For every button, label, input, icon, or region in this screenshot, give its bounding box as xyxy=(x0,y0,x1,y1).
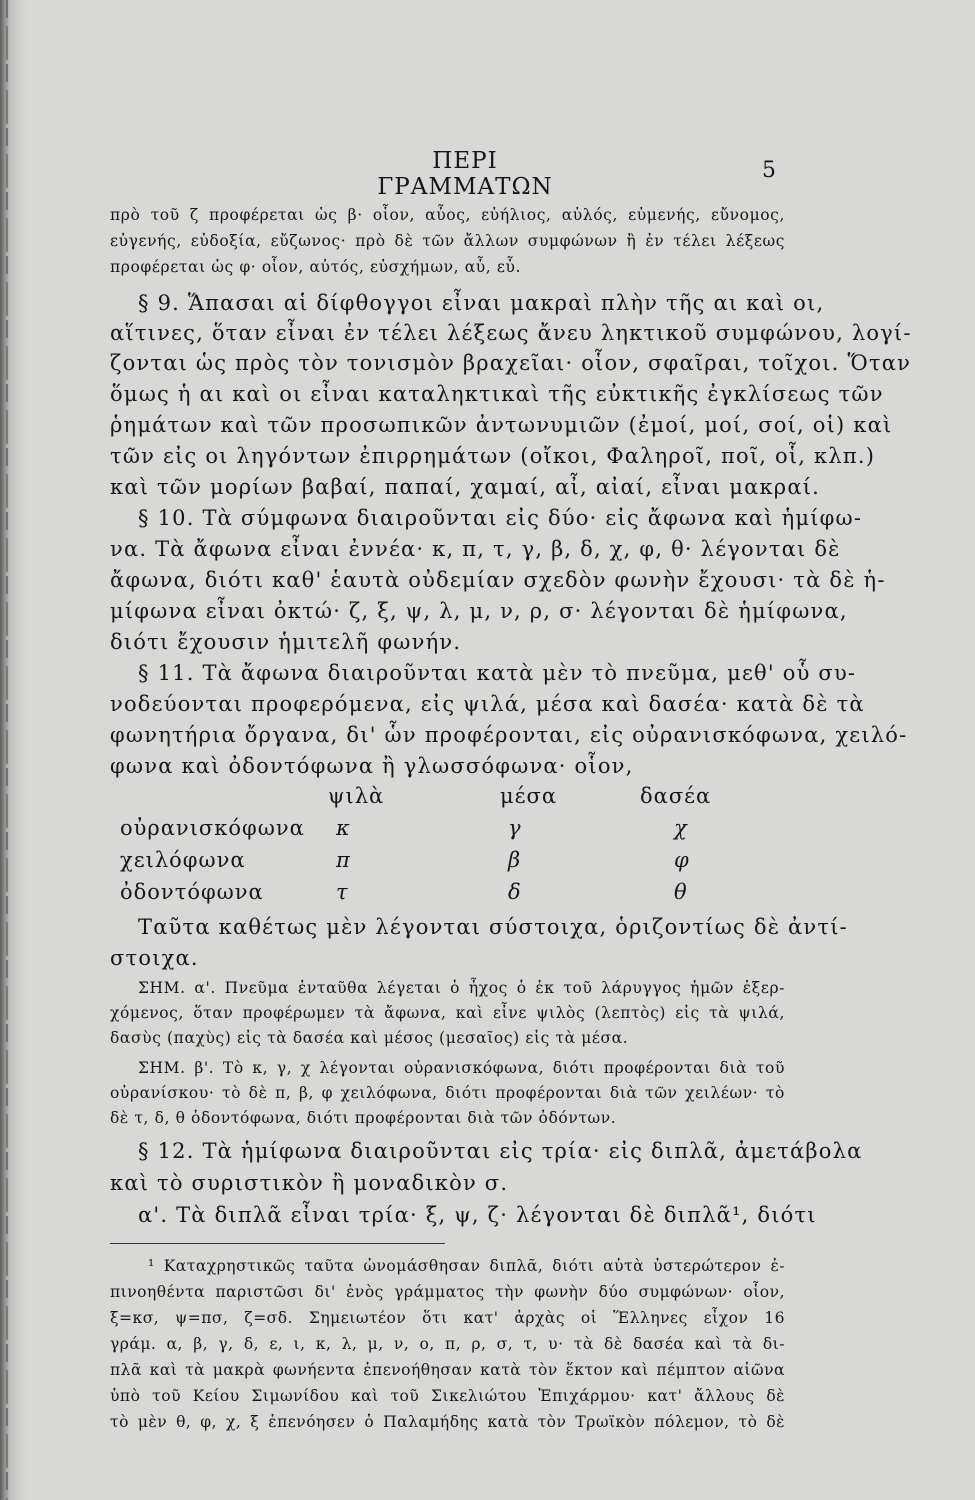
section-11-line: φωνα καὶ ὀδοντόφωνα ἢ γλωσσόφωνα· οἷον, xyxy=(110,754,634,778)
table-cell: γ xyxy=(508,816,522,840)
section-10-line: μίφωνα εἶναι ὀκτώ· ζ, ξ, ψ, λ, μ, ν, ρ, σ· λέγονται δὲ ἡμίφωνα, xyxy=(110,599,848,623)
footnote-line: πλᾶ καὶ τὰ μακρὰ φωνήεντα ἐπενοήθησαν κατὰ τὸν ἕκτον καὶ πέμπτον αἰῶνα xyxy=(110,1361,785,1379)
table-row xyxy=(110,848,785,876)
section-10-line: διότι ἔχουσιν ἡμιτελῆ φωνήν. xyxy=(110,630,462,654)
section-10-line: ἄφωνα, διότι καθ' ἑαυτὰ οὐδεμίαν σχεδὸν φωνὴν ἔχουσι· τὰ δὲ ἡ- xyxy=(110,568,886,592)
footnote-rule xyxy=(110,1243,445,1244)
note-line: οὐρανίσκου· τὸ δὲ π, β, φ χειλόφωνα, διότι προφέρονται διὰ τῶν χειλέων· τὸ xyxy=(110,1084,785,1102)
table-cell: κ xyxy=(336,816,351,840)
note-line: χόμενος, ὅταν προφέρωμεν τὰ ἄφωνα, καὶ εἶνε ψιλὸς (λεπτὸς) εἰς τὰ ψιλά, xyxy=(110,1004,785,1022)
section-9-line: ῥημάτων καὶ τῶν προσωπικῶν ἀντωνυμιῶν (ἐμοί, μοί, σοί, οἱ) καὶ xyxy=(110,413,893,437)
footnote-line: γράμ. α, β, γ, δ, ε, ι, κ, λ, μ, ν, ο, π, ρ, σ, τ, υ· τὰ δὲ δασέα καὶ τὰ δι- xyxy=(110,1335,785,1353)
section-9-line: § 9. Ἅπασαι αἱ δίφθογγοι εἶναι μακραὶ πλὴν τῆς αι καὶ οι, xyxy=(138,291,825,315)
table-cell: β xyxy=(508,848,522,872)
section-11-line: § 11. Τὰ ἄφωνα διαιροῦνται κατὰ μὲν τὸ πνεῦμα, μεθ' οὗ συ- xyxy=(138,661,857,685)
section-10-line: να. Τὰ ἄφωνα εἶναι ἐννέα· κ, π, τ, γ, β, δ, χ, φ, θ· λέγονται δὲ xyxy=(110,537,841,561)
running-title: ΠΕΡΙ ΓΡΑΜΜΑΤΩΝ xyxy=(377,148,553,200)
table-header-cell: μέσα xyxy=(500,784,558,808)
section-9-line: ὅμως ἡ αι καὶ οι εἶναι καταληκτικαὶ τῆς εὐκτικῆς ἐγκλίσεως τῶν xyxy=(110,382,884,406)
section-10-line: § 10. Τὰ σύμφωνα διαιροῦνται εἰς δύο· εἰς ἄφωνα καὶ ἡμίφω- xyxy=(138,506,863,530)
page-number: 5 xyxy=(762,158,776,183)
note-line: δασὺς (παχὺς) εἰς τὰ δασέα καὶ μέσος (μεσαῖος) εἰς τὰ μέσα. xyxy=(110,1029,629,1047)
section-12-line: καὶ τὸ συριστικὸν ἢ μοναδικὸν σ. xyxy=(110,1171,509,1195)
table-cell: ὀδοντόφωνα xyxy=(120,880,264,904)
page-header xyxy=(0,148,975,200)
table-cell: τ xyxy=(336,880,349,904)
body-line: Ταῦτα καθέτως μὲν λέγονται σύστοιχα, ὁριζοντίως δὲ ἀντί- xyxy=(138,915,848,939)
table-row xyxy=(110,816,785,844)
section-11-line: νοδεύονται προφερόμενα, εἰς ψιλά, μέσα καὶ δασέα· κατὰ δὲ τὰ xyxy=(110,692,865,716)
body-line: προφέρεται ὡς φ· οἷον, αὐτός, εὐσχήμων, αὖ, εὖ. xyxy=(110,258,522,276)
table-cell: θ xyxy=(674,880,688,904)
table-row xyxy=(110,880,785,908)
footnote-line: ὑπὸ τοῦ Κείου Σιμωνίδου καὶ τοῦ Σικελιώτου Ἐπιχάρμου· κατ' ἄλλους δὲ xyxy=(110,1387,785,1405)
footnote-line: τὸ μὲν θ, φ, χ, ξ ἐπενόησεν ὁ Παλαμήδης κατὰ τὸν Τρωϊκὸν πόλεμον, τὸ δὲ xyxy=(110,1413,785,1431)
book-spine-edge xyxy=(0,0,28,1500)
section-9-line: τῶν εἰς οι ληγόντων ἐπιρρημάτων (οἴκοι, Φαληροῖ, ποῖ, οἷ, κλπ.) xyxy=(110,444,876,468)
footnote-line: ¹ Καταχρηστικῶς ταῦτα ὠνομάσθησαν διπλᾶ, διότι αὐτὰ ὑστερώτερον ἐ- xyxy=(148,1257,785,1275)
section-11-line: φωνητήρια ὄργανα, δι' ὧν προφέρονται, εἰς οὐρανισκόφωνα, χειλό- xyxy=(110,723,908,747)
footnote-line: πινοηθέντα παριστῶσι δι' ἑνὸς γράμματος τὴν φωνὴν δύο συμφώνων· οἷον, xyxy=(110,1283,785,1301)
body-line: στοιχα. xyxy=(110,946,199,970)
table-cell: χ xyxy=(674,816,688,840)
table-cell: φ xyxy=(674,848,690,872)
table-cell: δ xyxy=(508,880,522,904)
section-9-line: ζονται ὡς πρὸς τὸν τονισμὸν βραχεῖαι· οἷον, σφαῖραι, τοῖχοι. Ὅταν xyxy=(110,351,912,375)
table-header-cell: ψιλὰ xyxy=(328,784,385,808)
section-9-line: καὶ τῶν μορίων βαβαί, παπαί, χαμαί, αἶ, αἰαί, εἶναι μακραί. xyxy=(110,475,821,499)
note-line: ΣΗΜ. α'. Πνεῦμα ἐνταῦθα λέγεται ὁ ἦχος ὁ ἐκ τοῦ λάρυγγος ἡμῶν ἐξερ- xyxy=(138,979,785,997)
table-cell: οὐρανισκόφωνα xyxy=(120,816,305,840)
note-line: δὲ τ, δ, θ ὀδοντόφωνα, διότι προφέρονται διὰ τῶν ὀδόντων. xyxy=(110,1109,617,1127)
body-line: πρὸ τοῦ ζ προφέρεται ὡς β· οἷον, αὖος, εὐήλιος, αὐλός, εὐμενής, εὔνομος, xyxy=(110,206,785,224)
section-12-line: § 12. Τὰ ἡμίφωνα διαιροῦνται εἰς τρία· εἰς διπλᾶ, ἀμετάβολα xyxy=(138,1139,863,1163)
table-header-row xyxy=(110,784,785,812)
section-9-line: αἵτινες, ὅταν εἶναι ἐν τέλει λέξεως ἄνευ ληκτικοῦ συμφώνου, λογί- xyxy=(110,321,912,345)
table-cell: π xyxy=(336,848,351,872)
note-line: ΣΗΜ. β'. Τὸ κ, γ, χ λέγονται οὐρανισκόφωνα, διότι προφέρονται διὰ τοῦ xyxy=(138,1059,785,1077)
footnote-line: ξ=κσ, ψ=πσ, ζ=σδ. Σημειωτέον ὅτι κατ' ἀρχὰς οἱ Ἕλληνες εἶχον 16 xyxy=(110,1309,785,1327)
table-header-cell: δασέα xyxy=(640,784,712,808)
table-cell: χειλόφωνα xyxy=(120,848,246,872)
section-12-line: α'. Τὰ διπλᾶ εἶναι τρία· ξ, ψ, ζ· λέγονται δὲ διπλᾶ¹, διότι xyxy=(138,1203,817,1227)
body-line: εὐγενής, εὐδοξία, εὔζωνος· πρὸ δὲ τῶν ἄλλων συμφώνων ἢ ἐν τέλει λέξεως xyxy=(110,232,785,250)
